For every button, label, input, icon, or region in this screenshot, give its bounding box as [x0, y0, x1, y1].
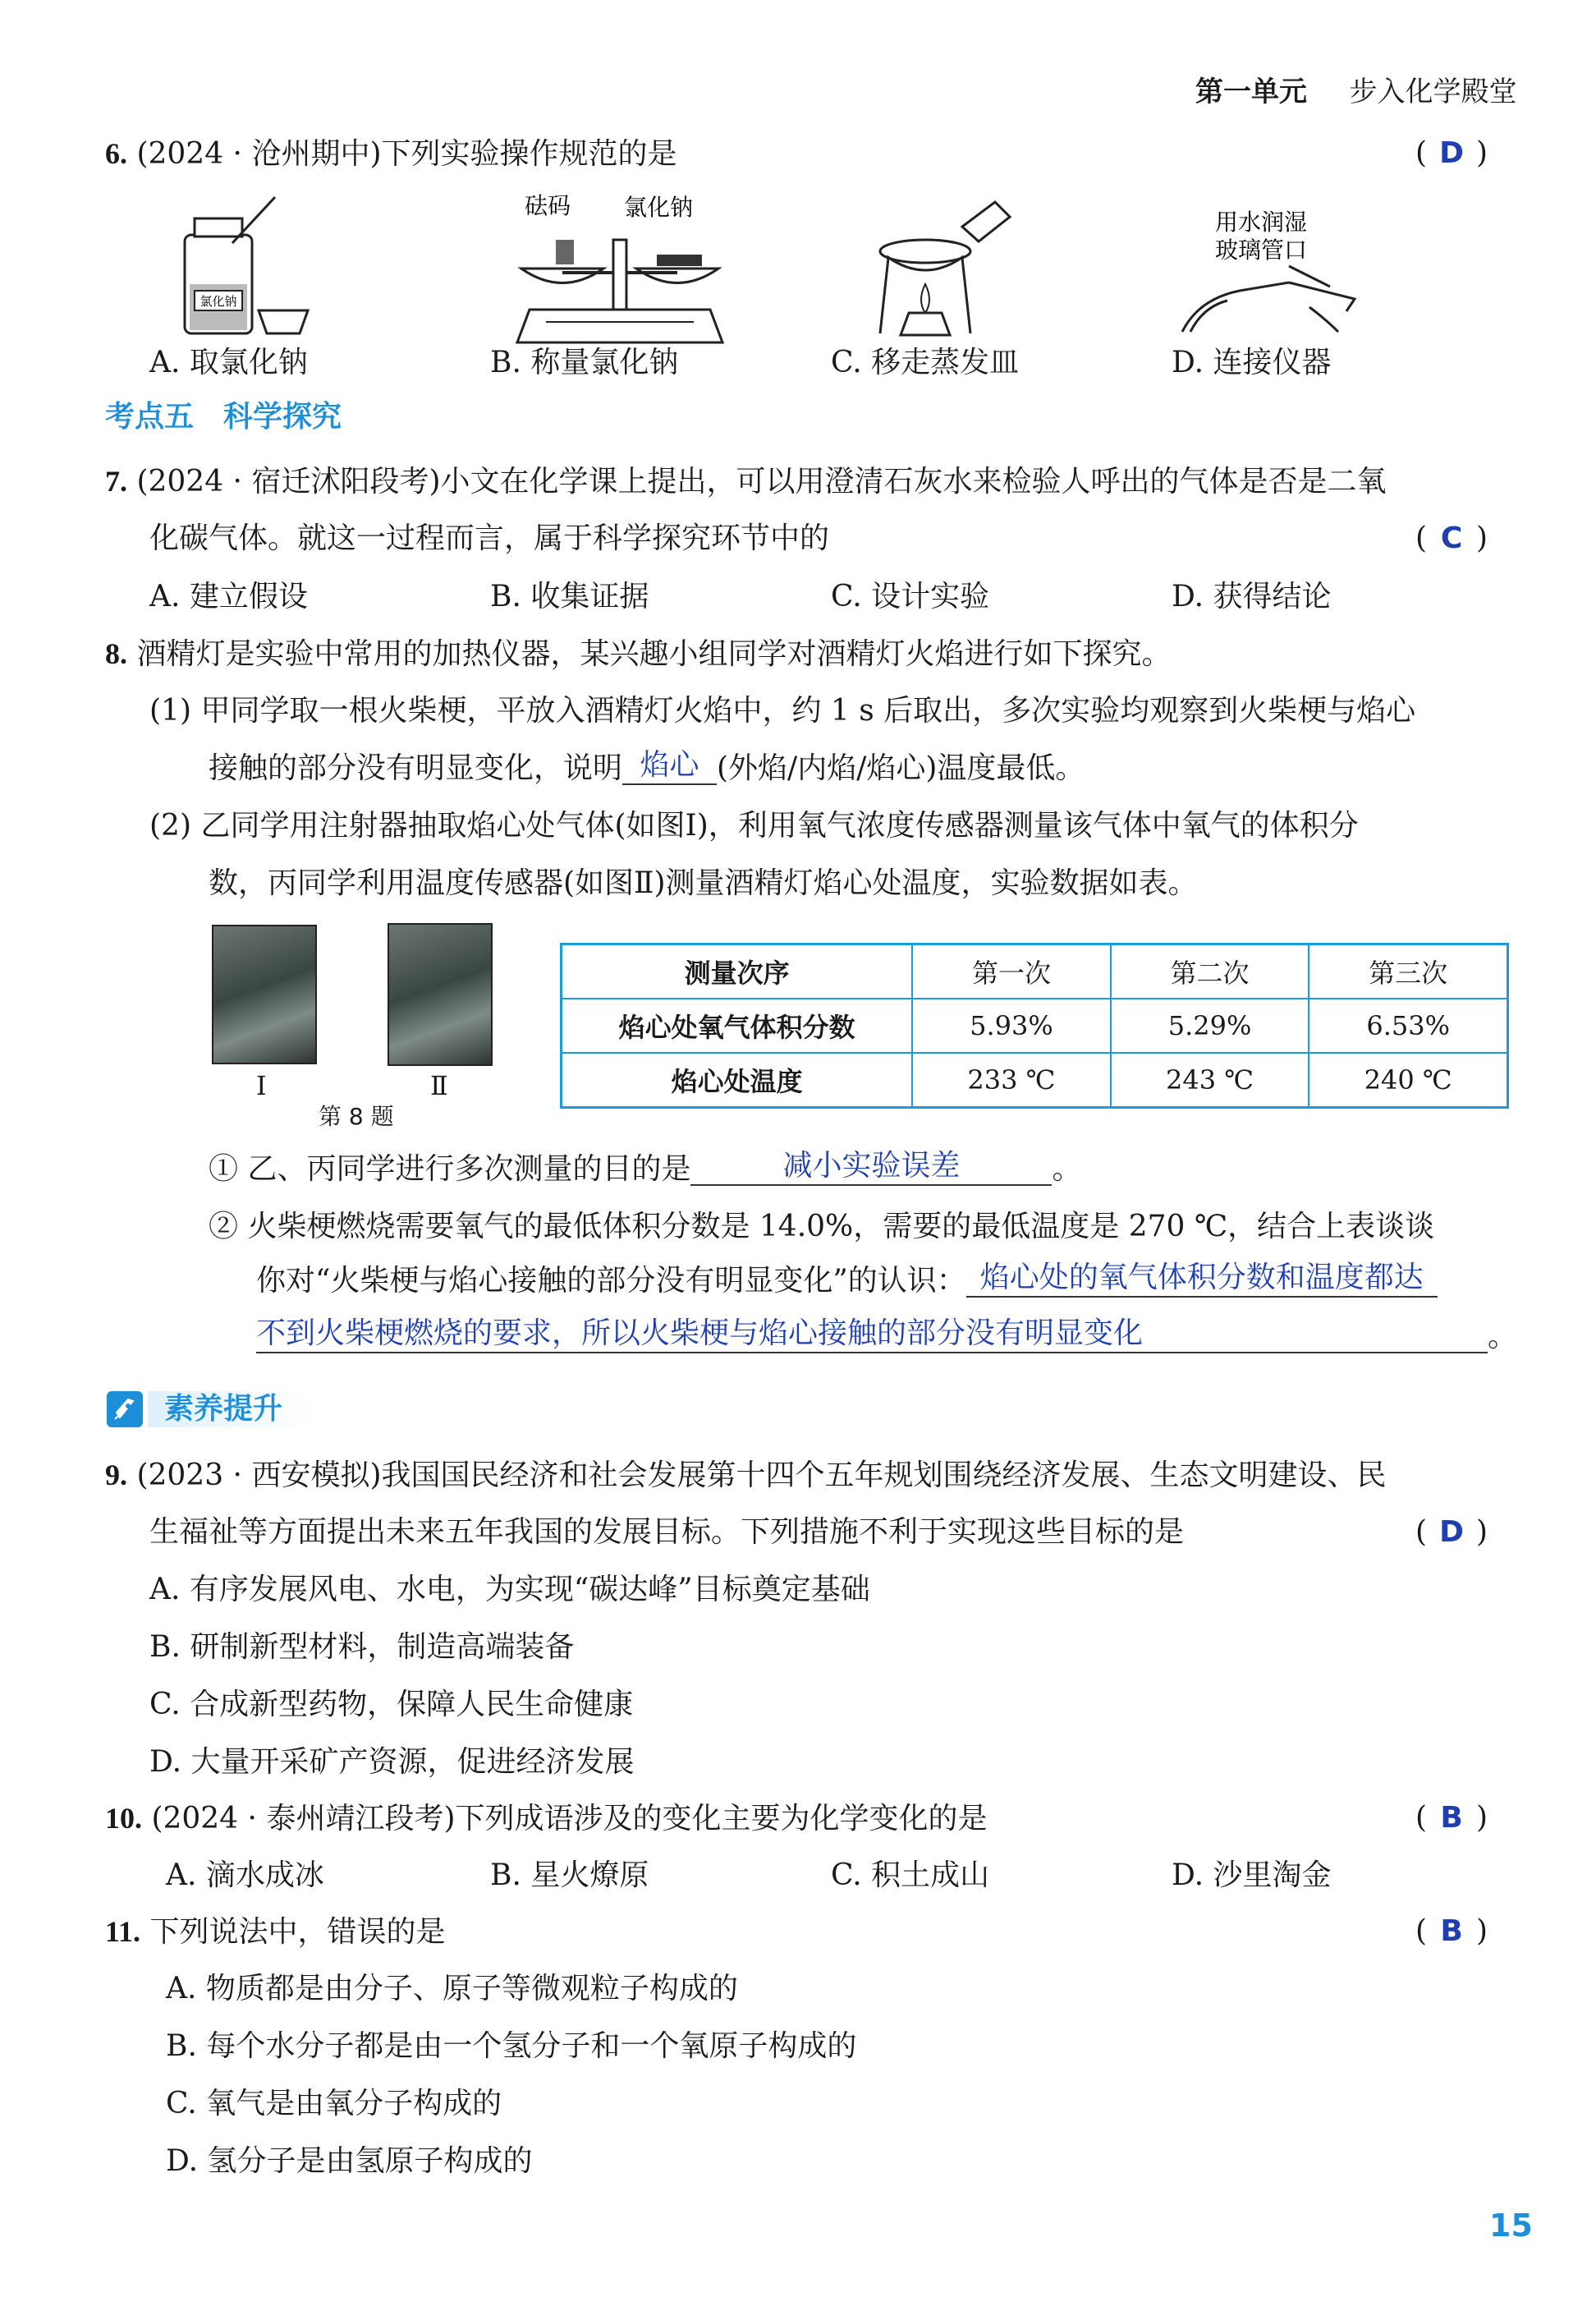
q11-option-c[interactable]: C. 氧气是由氧分子构成的	[166, 2087, 502, 2120]
q6-figure-c	[872, 194, 1011, 342]
q8-fig-ii-label: Ⅱ	[430, 1070, 448, 1101]
q7-option-c[interactable]: C. 设计实验	[831, 580, 990, 613]
q9-option-c[interactable]: C. 合成新型药物，保障人民生命健康	[149, 1688, 634, 1721]
table-row	[562, 999, 1508, 1053]
q6-option-b[interactable]: B. 称量氯化钠	[490, 346, 679, 379]
table-cell: 焰心处氧气体积分数	[562, 999, 913, 1053]
table-header-row	[562, 944, 1508, 999]
q11-answer: ( B )	[1415, 1914, 1488, 1948]
q10-option-b[interactable]: B. 星火燎原	[490, 1858, 649, 1892]
q8-sub2-answer-1: 焰心处的氧气体积分数和温度都达	[966, 1260, 1438, 1298]
table-header-cell: 测量次序	[562, 944, 913, 999]
table-cell: 240 ℃	[1309, 1053, 1507, 1108]
table-header-cell: 第三次	[1309, 944, 1507, 999]
q9-option-b[interactable]: B. 研制新型材料，制造高端装备	[149, 1630, 575, 1664]
q11-option-b[interactable]: B. 每个水分子都是由一个氢分子和一个氧原子构成的	[166, 2029, 857, 2063]
rocket-icon	[105, 1390, 144, 1429]
q8-sub2-line1: ② 火柴梗燃烧需要氧气的最低体积分数是 14.0%，需要的最低温度是 270 ℃，结合上表谈谈	[209, 1210, 1435, 1243]
q6-stem: 6. (2024 · 沧州期中)下列实验操作规范的是	[105, 137, 677, 171]
q6-figure-b	[513, 191, 727, 347]
q8-stem: 8. 酒精灯是实验中常用的加热仪器，某兴趣小组同学对酒精灯火焰进行如下探究。	[105, 637, 1172, 671]
q6-option-d[interactable]: D. 连接仪器	[1172, 346, 1332, 379]
q8-sub2-line2: 你对“火柴梗与焰心接触的部分没有明显变化”的认识： 焰心处的氧气体积分数和温度都达	[256, 1261, 1438, 1301]
weight-label: 砝码	[525, 192, 571, 219]
q8-photo-i	[212, 925, 317, 1064]
q10-stem: 10. (2024 · 泰州靖江段考)下列成语涉及的变化主要为化学变化的是	[105, 1802, 988, 1835]
q6-figure-d	[1166, 209, 1363, 340]
nacl-label: 氯化钠	[624, 194, 694, 221]
q6-option-c[interactable]: C. 移走蒸发皿	[831, 346, 1020, 379]
q6-option-a[interactable]: A. 取氯化钠	[149, 346, 308, 379]
q10-answer: ( B )	[1415, 1801, 1488, 1835]
q9-answer: ( D )	[1415, 1515, 1488, 1549]
q7-option-b[interactable]: B. 收集证据	[490, 580, 649, 613]
q8-sub1-answer: 减小实验误差	[690, 1148, 1052, 1186]
q8-fig-i-label: Ⅰ	[256, 1070, 267, 1101]
unit-label: 第一单元	[1195, 76, 1307, 108]
q9-option-d[interactable]: D. 大量开采矿产资源，促进经济发展	[149, 1745, 635, 1779]
q8-sub2-line3: 不到火柴梗燃烧的要求，所以火柴梗与焰心接触的部分没有明显变化 。	[256, 1316, 1518, 1353]
q7-stem-line2: 化碳气体。就这一过程而言，属于科学探究环节中的	[149, 521, 830, 555]
q8-fig-caption: 第 8 题	[319, 1103, 394, 1130]
q8-data-table	[560, 943, 1509, 1109]
q7-options	[149, 577, 1545, 617]
q10-option-d[interactable]: D. 沙里淘金	[1172, 1858, 1332, 1892]
q8-part2-line2: 数，丙同学利用温度传感器(如图Ⅱ)测量酒精灯焰心处温度，实验数据如表。	[209, 866, 1198, 900]
bottle-label: 氯化钠	[200, 294, 237, 309]
wet-label-2: 玻璃管口	[1215, 237, 1308, 264]
q9-stem-line1: 9. (2023 · 西安模拟)我国国民经济和社会发展第十四个五年规划围绕经济发展、生态文明建设、民	[105, 1459, 1387, 1492]
q6-figure-a	[177, 194, 316, 342]
table-header-cell: 第二次	[1111, 944, 1309, 999]
q9-option-a[interactable]: A. 有序发展风电、水电，为实现“碳达峰”目标奠定基础	[149, 1573, 870, 1606]
table-cell: 焰心处温度	[562, 1053, 913, 1108]
q9-stem-line2: 生福祉等方面提出未来五年我国的发展目标。下列措施不利于实现这些目标的是	[149, 1515, 1185, 1549]
q8-sub2-answer-2: 不到火柴梗燃烧的要求，所以火柴梗与焰心接触的部分没有明显变化	[256, 1316, 1488, 1353]
q8-part1-line1: (1) 甲同学取一根火柴梗，平放入酒精灯火焰中，约 1 s 后取出，多次实验均观察到火柴梗与焰心	[149, 694, 1416, 728]
q10-option-a[interactable]: A. 滴水成冰	[166, 1858, 324, 1892]
q11-option-a[interactable]: A. 物质都是由分子、原子等微观粒子构成的	[166, 1972, 738, 2005]
q6-answer: ( D )	[1415, 136, 1488, 170]
q8-part2-line1: (2) 乙同学用注射器抽取焰心处气体(如图Ⅰ)，利用氧气浓度传感器测量该气体中氧气的体积分	[149, 809, 1359, 843]
q7-option-a[interactable]: A. 建立假设	[149, 580, 308, 613]
q11-stem: 11. 下列说法中，错误的是	[105, 1915, 446, 1949]
section-improve-banner	[105, 1388, 335, 1431]
q8-part1-line2: 接触的部分没有明显变化，说明 焰心 (外焰/内焰/焰心)温度最低。	[209, 748, 1085, 785]
q10-options	[166, 1856, 1562, 1895]
q8-part1-answer: 焰心	[622, 747, 717, 785]
q10-option-c[interactable]: C. 积土成山	[831, 1858, 990, 1892]
q6-options	[149, 343, 1545, 383]
table-cell: 5.93%	[912, 999, 1111, 1053]
table-cell: 243 ℃	[1111, 1053, 1309, 1108]
running-header	[1195, 74, 1517, 110]
table-header-cell: 第一次	[912, 944, 1111, 999]
page-number: 15	[1489, 2207, 1533, 2244]
table-cell: 233 ℃	[912, 1053, 1111, 1108]
table-row	[562, 1053, 1508, 1108]
table-cell: 6.53%	[1309, 999, 1507, 1053]
q7-option-d[interactable]: D. 获得结论	[1172, 580, 1332, 613]
q11-option-d[interactable]: D. 氢分子是由氢原子构成的	[166, 2144, 533, 2178]
section-5-title: 考点五 科学探究	[105, 400, 342, 434]
section-improve-title: 素养提升	[164, 1392, 283, 1426]
unit-title: 步入化学殿堂	[1349, 76, 1517, 108]
q7-stem-line1: 7. (2024 · 宿迁沭阳段考)小文在化学课上提出，可以用澄清石灰水来检验人呼出的气体是否是二氧	[105, 465, 1387, 498]
wet-label-1: 用水润湿	[1215, 209, 1308, 236]
q7-answer: ( C )	[1415, 521, 1488, 555]
q8-photo-ii	[388, 923, 493, 1066]
q8-sub1: ① 乙、丙同学进行多次测量的目的是 减小实验误差 。	[209, 1149, 1082, 1186]
table-cell: 5.29%	[1111, 999, 1309, 1053]
